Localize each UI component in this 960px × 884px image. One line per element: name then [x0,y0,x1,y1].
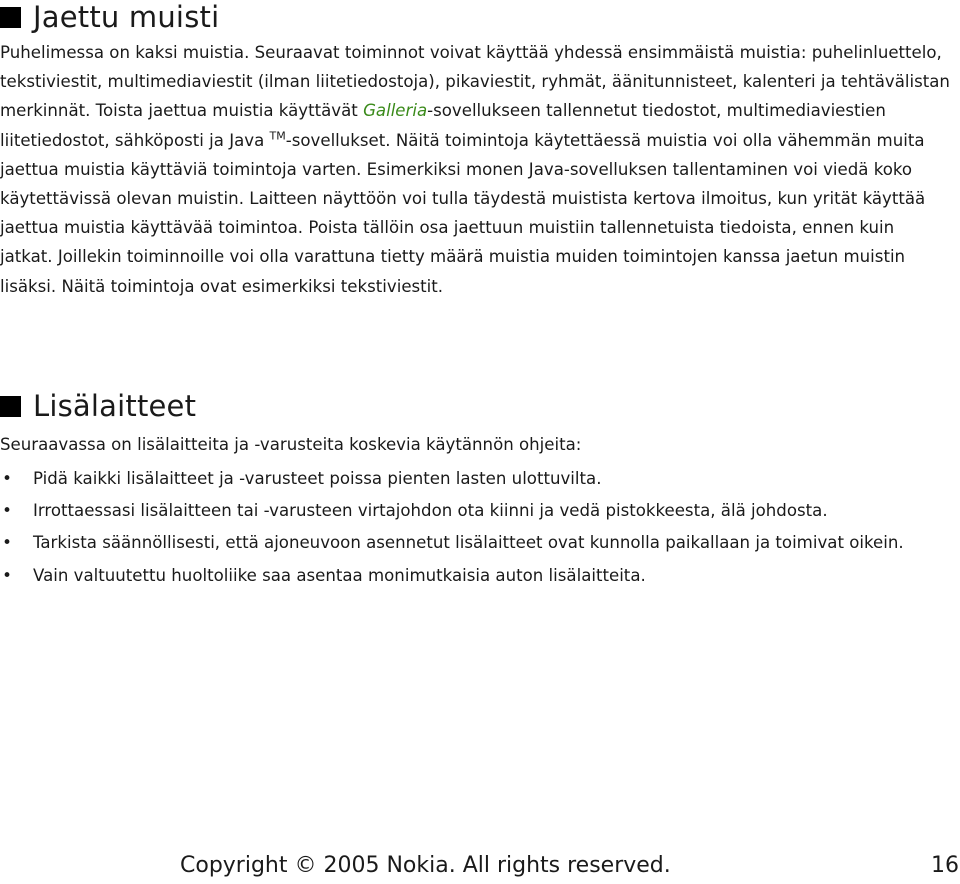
list-item-text: Tarkista säännöllisesti, että ajoneuvoon asennetut lisälaitteet ovat kunnolla paikallaan ja toimivat oikein. [33,533,904,553]
section-heading-accessories [0,389,196,423]
page-number: 16 [931,853,959,878]
bullet-icon: • [2,565,12,585]
paragraph-text-a: Puhelimessa on kaksi muistia. Seuraavat toiminnot voivat käyttää yhdessä ensimmäistä muistia: puhelinluettelo, tekstiviestit, multimediaviestit (ilman liitetiedostoja), pikaviestit, ryhmät, äänitunnisteet, kalenteri ja tehtävälistan merkinnät. Toista jaettua muistia käyttävät [0,43,950,121]
bullet-icon: • [2,501,12,521]
gallery-link: Galleria [363,101,428,121]
accessories-bullet-list [0,464,950,593]
heading-square-icon [0,396,21,417]
list-item-text: Vain valtuutettu huoltoliike saa asentaa monimutkaisia auton lisälaitteita. [33,565,646,585]
paragraph-text-c: -sovellukset. Näitä toimintoja käytettäessä muistia voi olla vähemmän muita jaettua muistia käyttäviä toimintoja varten. Esimerkiksi monen Java-sovelluksen tallentaminen voi viedä koko käytettävissä olevan muistin. Laitteen näyttöön voi tulla täydestä muistista kertova ilmoitus, kun yrität käyttää jaettua muistia käyttävää toimintoa. Poista tällöin osa jaettuun muistiin tallennetuista tiedoista, ennen kuin jatkat. Joillekin toiminnoille voi olla varattuna tietty määrä muistia muiden toimintojen kanssa jaetun muistin lisäksi. Näitä toimintoja ovat esimerkiksi tekstiviestit. [0,130,926,296]
list-item [0,496,950,525]
section-heading-shared-memory [0,0,219,34]
heading-square-icon [0,7,21,28]
list-item-text: Irrottaessasi lisälaitteen tai -varusteen virtajohdon ota kiinni ja vedä pistokkeesta, älä johdosta. [33,501,828,521]
copyright-notice: Copyright © 2005 Nokia. All rights reserved. [180,853,671,878]
list-item [0,528,950,557]
list-item [0,464,950,493]
bullet-icon: • [2,533,12,553]
list-item [0,561,950,590]
section-title: Jaettu muisti [33,0,220,34]
accessories-intro: Seuraavassa on lisälaitteita ja -varusteita koskevia käytännön ohjeita: [0,435,582,454]
list-item-text: Pidä kaikki lisälaitteet ja -varusteet poissa pienten lasten ulottuvilta. [33,469,602,488]
bullet-icon: • [2,469,12,488]
trademark-mark: TM [269,129,286,143]
page-footer [0,853,960,883]
paragraph-text-b: -sovellukseen tallennetut tiedostot, multimediaviestien liitetiedostot, sähköposti ja Java [0,101,886,150]
shared-memory-paragraph [0,38,950,301]
section-title: Lisälaitteet [33,389,197,423]
